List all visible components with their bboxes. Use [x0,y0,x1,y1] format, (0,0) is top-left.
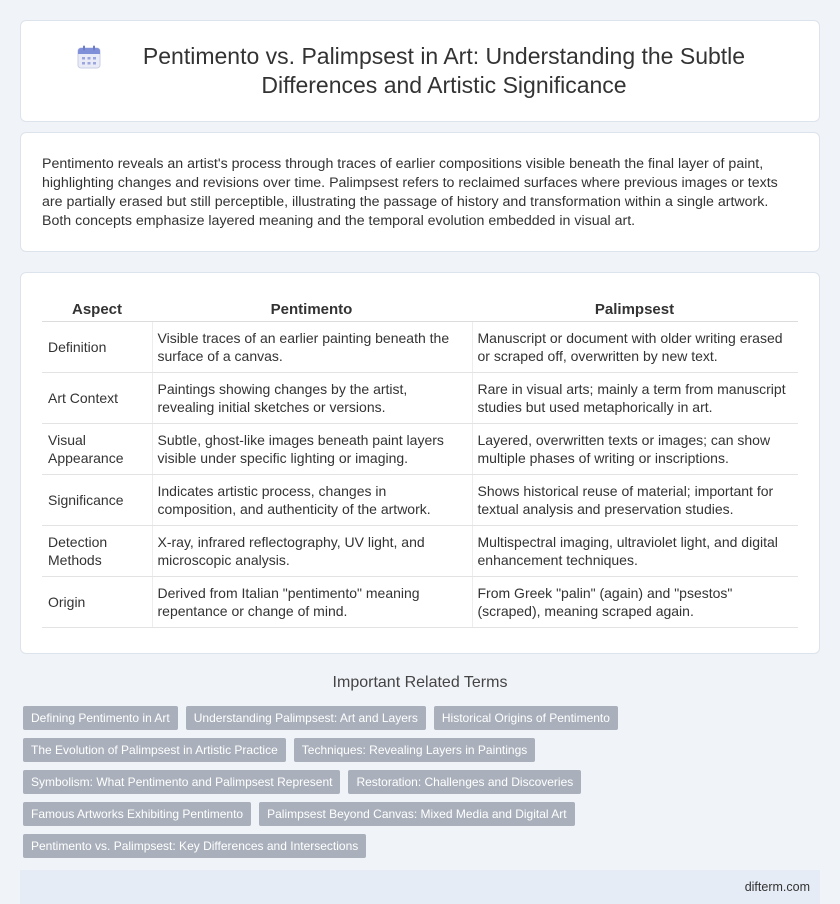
calendar-icon [76,44,102,70]
table-row [42,424,798,475]
related-terms-title: Important Related Terms [332,674,508,691]
table-header-row [42,297,798,322]
cell-palimpsest: Multispectral imaging, ultraviolet light, and digital enhancement techniques. [472,526,798,577]
related-term-tag[interactable]: Historical Origins of Pentimento [434,706,618,730]
intro-card [20,132,820,252]
related-term-tag[interactable]: Understanding Palimpsest: Art and Layers [186,706,426,730]
cell-palimpsest: Manuscript or document with older writing erased or scraped off, overwritten by new text. [472,322,798,373]
cell-pentimento: X-ray, infrared reflectography, UV light, and microscopic analysis. [152,526,472,577]
cell-aspect: Detection Methods [42,526,152,577]
intro-paragraph: Pentimento reveals an artist's process through traces of earlier compositions visible beneath the final layer of paint, highlighting changes and revisions over time. Palimpsest refers to reclaimed surfaces where previous images or texts are partially erased but still perceptible, illustrating the passage of history and transformation within a single artwork. Both concepts emphasize layered meaning and the temporal evolution embedded in visual art. [42,156,778,229]
page-title: Pentimento vs. Palimpsest in Art: Understanding the Subtle Differences and Artistic Significance [142,43,746,98]
table-row [42,373,798,424]
cell-palimpsest: Shows historical reuse of material; important for textual analysis and preservation studies. [472,475,798,526]
header-pentimento: Pentimento [152,297,472,322]
cell-pentimento: Paintings showing changes by the artist, revealing initial sketches or versions. [152,373,472,424]
related-term-tag[interactable]: Defining Pentimento in Art [23,706,178,730]
cell-pentimento: Visible traces of an earlier painting beneath the surface of a canvas. [152,322,472,373]
related-term-tag[interactable]: Restoration: Challenges and Discoveries [348,770,581,794]
cell-aspect: Origin [42,577,152,628]
related-terms-list [23,706,823,866]
cell-pentimento: Derived from Italian "pentimento" meaning repentance or change of mind. [152,577,472,628]
table-row [42,526,798,577]
footer [20,870,820,904]
cell-pentimento: Indicates artistic process, changes in composition, and authenticity of the artwork. [152,475,472,526]
cell-aspect: Visual Appearance [42,424,152,475]
related-term-tag[interactable]: The Evolution of Palimpsest in Artistic Practice [23,738,286,762]
related-term-tag[interactable]: Famous Artworks Exhibiting Pentimento [23,802,251,826]
cell-palimpsest: Rare in visual arts; mainly a term from manuscript studies but used metaphorically in art. [472,373,798,424]
cell-aspect: Definition [42,322,152,373]
table-row [42,322,798,373]
title-card [20,20,820,122]
related-term-tag[interactable]: Symbolism: What Pentimento and Palimpsest Represent [23,770,340,794]
table-row [42,577,798,628]
related-term-tag[interactable]: Techniques: Revealing Layers in Paintings [294,738,535,762]
cell-pentimento: Subtle, ghost-like images beneath paint layers visible under specific lighting or imaging. [152,424,472,475]
comparison-table [42,297,798,628]
cell-palimpsest: Layered, overwritten texts or images; can show multiple phases of writing or inscriptions. [472,424,798,475]
cell-palimpsest: From Greek "palin" (again) and "psestos" (scraped), meaning scraped again. [472,577,798,628]
header-aspect: Aspect [42,297,152,322]
title-row [76,42,764,100]
header-palimpsest: Palimpsest [472,297,798,322]
comparison-card [20,272,820,654]
cell-aspect: Art Context [42,373,152,424]
table-row [42,475,798,526]
footer-site-link[interactable]: difterm.com [744,880,810,894]
cell-aspect: Significance [42,475,152,526]
related-term-tag[interactable]: Palimpsest Beyond Canvas: Mixed Media and Digital Art [259,802,574,826]
related-term-tag[interactable]: Pentimento vs. Palimpsest: Key Differences and Intersections [23,834,366,858]
